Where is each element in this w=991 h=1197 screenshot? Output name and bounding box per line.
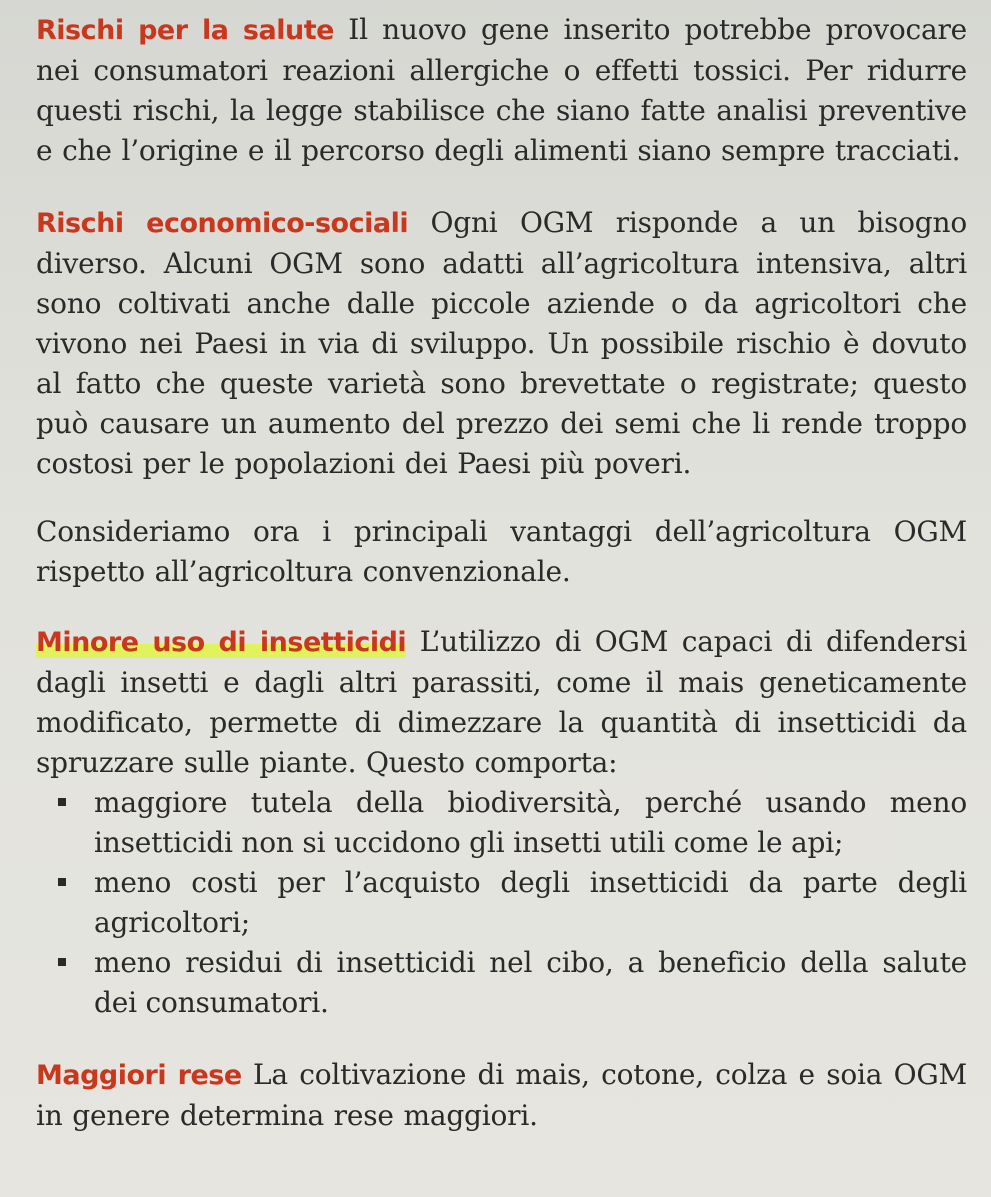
body-fewer-insecticides: L’utilizzo di OGM capaci di difendersi dagli insetti e dagli altri parassiti, come il mais geneticamente modificato, permette di dimezzare la quantità di insetticidi da spruzzare sulle piante. Questo comporta: — [36, 625, 968, 779]
square-bullet-icon — [58, 878, 66, 886]
paragraph-fewer-insecticides — [36, 622, 967, 783]
bullet-list — [36, 783, 967, 1023]
body-advantages-intro: Consideriamo ora i principali vantaggi dell’agricoltura OGM rispetto all’agricoltura convenzionale. — [36, 515, 967, 588]
body-socioeconomic-risks: Ogni OGM risponde a un bisogno diverso. Alcuni OGM sono adatti all’agricoltura intensiva, altri sono coltivati anche dalle piccole aziende o da agricoltori che vivono nei Paesi in via di sviluppo. Un possibile rischio è dovuto al fatto che queste varietà sono brevettate o registrate; questo può causare un aumento del prezzo dei semi che li rende troppo costosi per le popolazioni dei Paesi più poveri. — [36, 206, 967, 480]
list-item — [58, 943, 967, 1023]
list-item — [58, 863, 967, 943]
list-item-text: meno residui di insetticidi nel cibo, a beneficio della salute dei consumatori. — [94, 946, 967, 1019]
square-bullet-icon — [58, 798, 66, 806]
paragraph-advantages-intro — [36, 512, 967, 592]
paragraph-higher-yields — [36, 1055, 967, 1136]
heading-higher-yields: Maggiori rese — [36, 1060, 242, 1091]
body-higher-yields: La coltivazione di mais, cotone, colza e soia OGM in genere determina rese maggiori. — [36, 1058, 968, 1132]
heading-socioeconomic-risks: Rischi economico-sociali — [36, 208, 409, 239]
square-bullet-icon — [58, 958, 66, 966]
list-item — [58, 783, 967, 863]
list-item-text: meno costi per l’acquisto degli insetticidi da parte degli agricoltori; — [94, 866, 967, 939]
body-health-risks: Il nuovo gene inserito potrebbe provocare nei consumatori reazioni allergiche o effetti tossici. Per ridurre questi rischi, la legge stabilisce che siano fatte analisi preventive e che l’origine e il percorso degli alimenti siano sempre tracciati. — [36, 13, 968, 167]
heading-fewer-insecticides: Minore uso di insetticidi — [36, 627, 407, 658]
heading-health-risks: Rischi per la salute — [36, 15, 334, 46]
list-item-text: maggiore tutela della biodiversità, perché usando meno insetticidi non si uccidono gli insetti utili come le api; — [94, 786, 967, 859]
paragraph-socioeconomic-risks — [36, 203, 967, 484]
paragraph-health-risks — [36, 10, 967, 171]
